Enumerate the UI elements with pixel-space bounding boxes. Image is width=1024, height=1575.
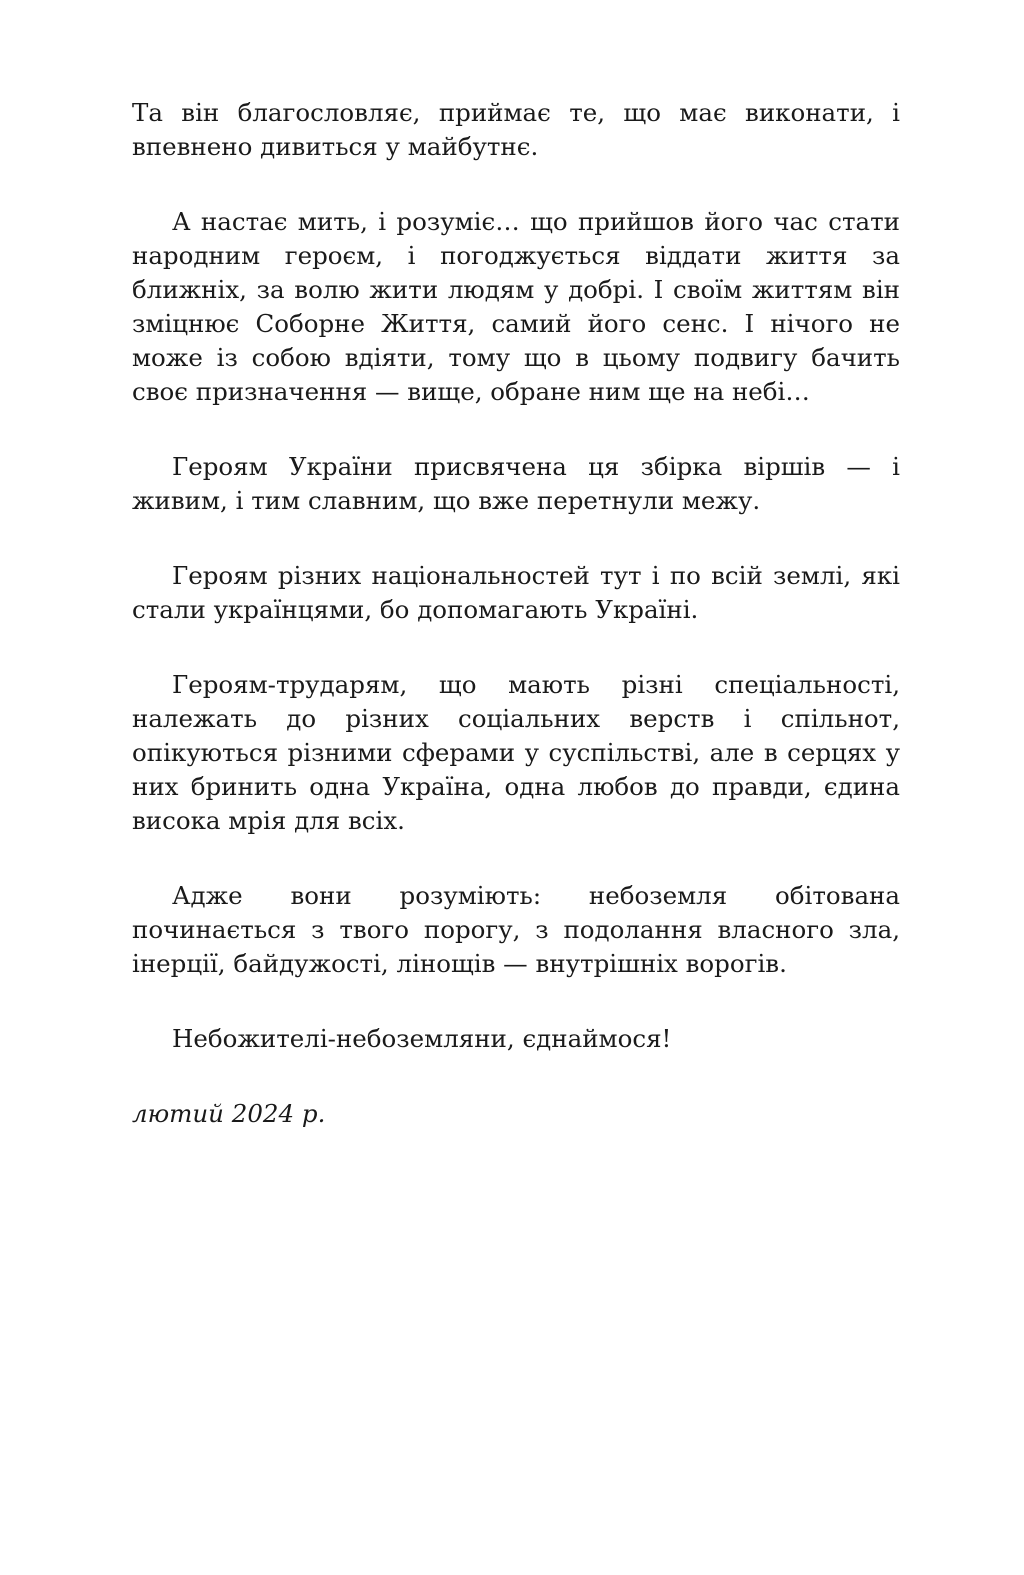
- paragraph-2: А настає мить, і розуміє… що прийшов його час стати народним героєм, і погоджується віддати життя за ближніх, за волю жити людям у добрі. І своїм життям він зміцнює Соборне Життя, самий його сенс. І нічого не може із собою вдіяти, тому що в цьому подвигу бачить своє призначення — вище, обране ним ще на небі…: [132, 207, 900, 406]
- paragraph-6: Адже вони розуміють: небоземля обітована починається з твого порогу, з подолання власного зла, інерції, байдужості, лінощів — внутрішніх ворогів.: [132, 881, 900, 978]
- paragraph-1: Та він благословляє, приймає те, що має виконати, і впевнено дивиться у майбутнє.: [132, 98, 900, 161]
- paragraph-7: Небожителі-небоземляни, єднаймося!: [172, 1024, 672, 1053]
- paragraph-4: Героям різних національностей тут і по всій землі, які стали українцями, бо допомагають Україні.: [132, 561, 900, 624]
- date-signature: лютий 2024 р.: [132, 1099, 326, 1128]
- document-page: [132, 96, 900, 1131]
- paragraph-3: Героям України присвячена ця збірка віршів — і живим, і тим славним, що вже перетнули межу.: [132, 452, 900, 515]
- paragraph-5: Героям-трударям, що мають різні спеціальності, належать до різних соціальних верств і спільнот, опікуються різними сферами у суспільстві, але в серцях у них бринить одна Україна, одна любов до правди, єдина висока мрія для всіх.: [132, 670, 900, 835]
